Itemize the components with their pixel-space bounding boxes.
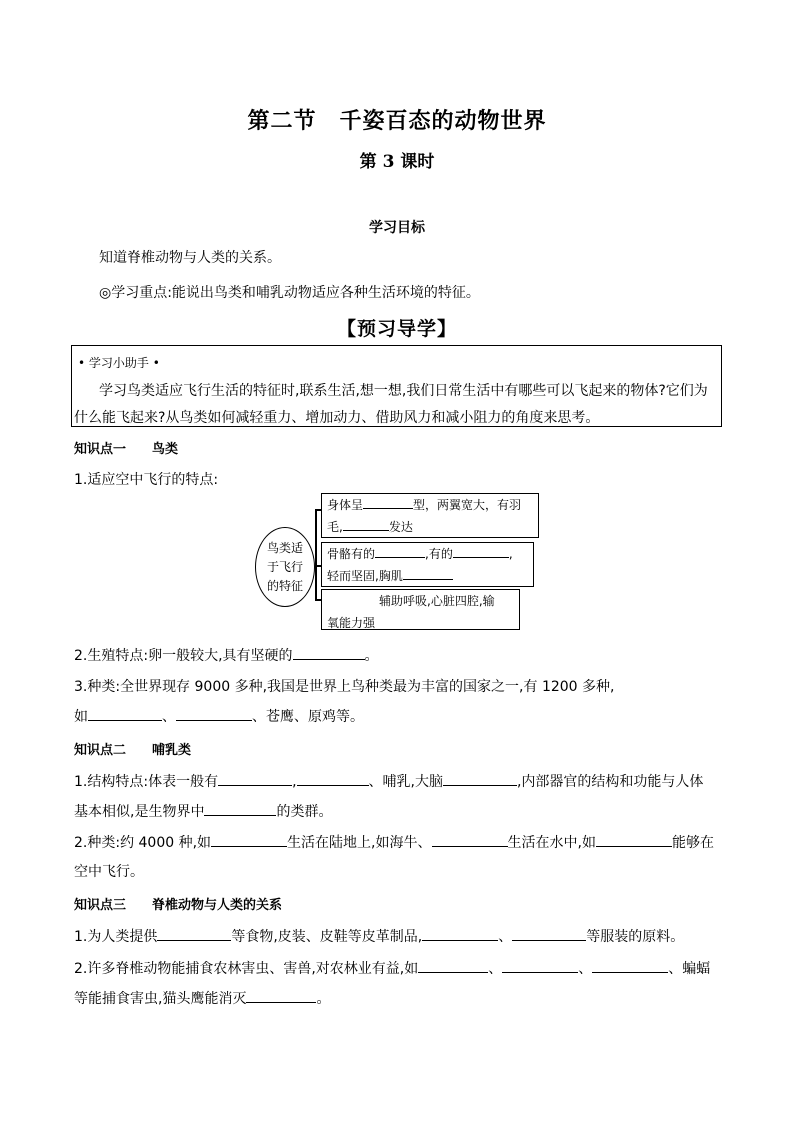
kp2-question-2-cont: 空中飞行。 [74,864,144,880]
kp2-q1-blank-4[interactable] [204,803,276,816]
lesson-subtitle: 第 3 课时 [359,152,435,172]
kp1-q3-blank-2[interactable] [176,708,252,721]
box2-blank-3[interactable] [403,567,453,580]
kp3-question-1 [74,926,684,946]
kp3-q2-blank-1[interactable] [418,960,488,973]
kp2-q1-text-f: 的类群。 [276,804,333,820]
q2-text-b: 。 [364,648,379,664]
kp2-q2-text-d: 能够在 [671,835,714,851]
feature-box-1 [321,493,539,538]
bracket-vertical-line [315,509,317,600]
kp3-q2-text-b: 、 [488,961,503,977]
kp3-q1-text-b: 等食物,皮装、皮鞋等皮革制品, [231,929,423,945]
kp3-q2-text-f: 。 [316,991,331,1007]
oval-text-line-1: 鸟类适 [266,540,303,555]
kp2-q1-text-b: , [292,774,297,790]
preview-heading: 【预习导学】 [336,318,457,340]
kp2-question-2 [74,832,714,852]
box1-text-c: 毛, [327,520,343,534]
box3-text-b: 氧能力强 [327,616,376,630]
kp2-q2-text-c: 生活在水中,如 [507,835,596,851]
box1-blank-2[interactable] [343,518,389,531]
kp2-q1-blank-2[interactable] [297,773,369,786]
kp1-question-3-cont [74,706,364,726]
kp3-question-2-cont [74,988,330,1008]
kp3-q1-blank-1[interactable] [157,928,231,941]
box1-blank-1[interactable] [363,496,413,509]
oval-text-line-3: 的特征 [266,578,303,593]
page-title: 第二节 千姿百态的动物世界 [247,108,547,134]
q3-text-d: 、苍鹰、原鸡等。 [252,709,364,725]
kp1-q3-blank-1[interactable] [88,708,162,721]
kp3-q2-blank-3[interactable] [592,960,668,973]
kp2-q1-text-d: ,内部器官的结构和功能与人体 [516,774,704,790]
kp3-question-2 [74,958,710,978]
kp2-q1-text-a: 1.结构特点:体表一般有 [74,774,219,790]
kp3-q2-text-c: 、 [578,961,593,977]
box2-blank-2[interactable] [453,545,509,558]
kp1-q2-blank[interactable] [293,647,365,660]
kp3-q1-blank-2[interactable] [422,928,498,941]
kp2-q2-blank-2[interactable] [432,834,508,847]
feature-box-3 [321,589,520,630]
kp2-q1-text-e: 基本相似,是生物界中 [74,804,205,820]
q2-text-a: 2.生殖特点:卵一般较大,具有坚硬的 [74,648,293,664]
objectives-heading: 学习目标 [369,220,425,236]
diagram-oval [255,527,315,607]
kp3-q2-blank-2[interactable] [502,960,578,973]
helper-text-line-2: 什么能飞起来?从鸟类如何减轻重力、增加动力、借助风力和减小阻力的角度来思考。 [74,410,600,426]
objective-item-2: ◎学习重点:能说出鸟类和哺乳动物适应各种生活环境的特征。 [99,285,480,301]
kp3-q2-blank-4[interactable] [246,990,316,1003]
kp2-question-1-cont [74,801,332,821]
kp2-q1-blank-3[interactable] [443,773,517,786]
helper-title: • 学习小助手 • [78,356,160,370]
kp3-q2-text-e: 等能捕食害虫,猫头鹰能消灭 [74,991,247,1007]
oval-text-line-2: 于飞行 [266,559,303,574]
box2-text-a: 骨骼有的 [327,547,376,561]
objective-item-1: 知道脊椎动物与人类的关系。 [99,250,281,266]
kp3-q1-text-a: 1.为人类提供 [74,929,158,945]
box2-text-d: 轻而坚固,胸肌 [327,569,403,583]
box2-text-c: , [508,547,513,561]
box1-text-b: 型，两翼宽大，有羽 [413,498,522,512]
kp3-q1-text-d: 等服装的原料。 [586,929,685,945]
kp2-q2-blank-3[interactable] [596,834,672,847]
kp1-heading: 知识点一 鸟类 [74,442,179,457]
helper-text-line-1: 学习鸟类适应飞行生活的特征时,联系生活,想一想,我们日常生活中有哪些可以飞起来的物体?它们为 [99,383,708,399]
feature-box-2 [321,542,534,587]
kp3-q1-blank-3[interactable] [512,928,586,941]
kp3-q2-text-d: 、蝙蝠 [668,961,711,977]
kp2-q2-text-a: 2.种类:约 4000 种,如 [74,835,212,851]
kp2-q1-blank-1[interactable] [218,773,292,786]
box3-text-a: 辅助呼吸,心脏四腔,输 [379,594,495,608]
kp3-heading: 知识点三 脊椎动物与人类的关系 [74,898,283,913]
kp2-q2-blank-1[interactable] [211,834,287,847]
box2-text-b: ,有的 [425,547,453,561]
q3-text-b: 如 [74,709,88,725]
box1-text-a: 身体呈 [327,498,364,512]
kp2-q1-text-c: 、哺乳,大脑 [368,774,443,790]
kp2-question-1 [74,771,703,791]
kp1-question-1: 1.适应空中飞行的特点: [74,472,219,488]
kp1-question-2 [74,645,379,665]
q3-text-c: 、 [162,709,176,725]
kp2-heading: 知识点二 哺乳类 [74,743,192,758]
box2-blank-1[interactable] [375,545,425,558]
kp3-q2-text-a: 2.许多脊椎动物能捕食农林害虫、害兽,对农林业有益,如 [74,961,419,977]
kp1-question-3: 3.种类:全世界现存 9000 多种,我国是世界上鸟种类最为丰富的国家之一,有 1200 多种, [74,679,615,695]
box1-text-d: 发达 [388,520,413,534]
kp2-q2-text-b: 生活在陆地上,如海牛、 [287,835,432,851]
kp3-q1-text-c: 、 [498,929,513,945]
